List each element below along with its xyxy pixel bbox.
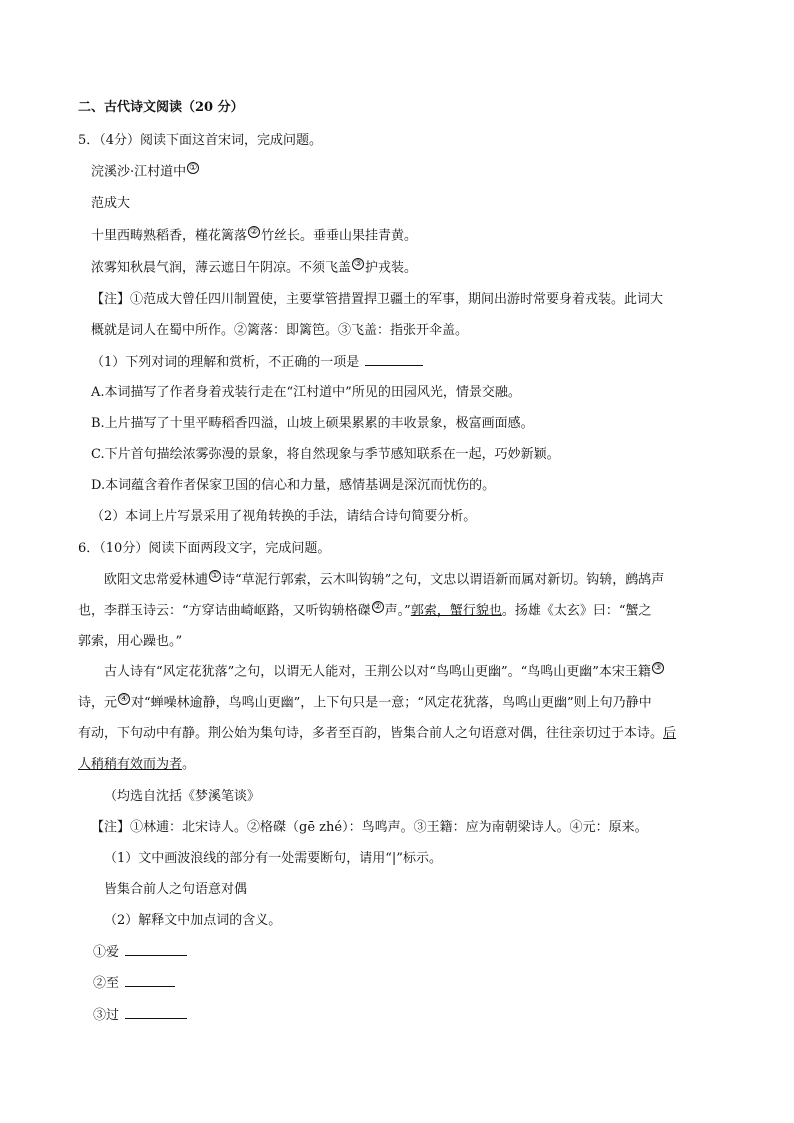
passage1-line-2: [78, 601, 651, 621]
word-label: ①爱: [93, 945, 120, 960]
passage2-line-4: [78, 755, 195, 775]
passage-text: 也，李群玉诗云：“方穿诘曲崎岖路，又听钩辀格磔: [78, 603, 371, 619]
poem-line-text: 护戎装。: [365, 260, 418, 276]
poem-line-2: [91, 258, 417, 278]
passage-text: 对“蝉噪林逾静，鸟鸣山更幽”，上下句只是一意；“风定花犹落，鸟鸣山更幽”则上句乃静中: [131, 695, 652, 711]
passage-text: 有动，下句动中有静。荆公始为集句诗，多者至百韵，皆集合前人之句语意对偶，往往亲切过于本诗。: [78, 726, 664, 741]
underlined-text: 人稍稍有效而为者: [78, 757, 183, 772]
q6-sub1: （1）文中画波浪线的部分有一处需要断句，请用“|”标示。: [104, 851, 442, 866]
passage-text: 诗“草泥行郭索，云木叫钩辀”之句，文忠以谓语新而属对新切。钩辀，鹧鸪声: [222, 572, 665, 588]
q6-sub2: （2）解释文中加点词的含义。: [104, 913, 282, 928]
note-marker: ④: [119, 694, 129, 704]
word-item-3: [93, 1006, 187, 1026]
word-label: ③过: [93, 1008, 120, 1023]
answer-blank[interactable]: [365, 353, 423, 366]
section-title: 二、古代诗文阅读（20 分）: [78, 100, 244, 115]
source-line: （均选自沈括《梦溪笔谈》: [104, 789, 261, 804]
passage-text: 欧阳文忠常爱林逋: [104, 572, 209, 588]
option-d: D.本词蕴含着作者保家卫国的信心和力量，感情基调是深沉而忧伤的。: [91, 478, 496, 493]
passage2-line-1: [104, 662, 665, 682]
poem-line-text: 竹丝长。垂垂山果挂青黄。: [261, 228, 418, 244]
poem-line-1: [91, 226, 417, 246]
note-marker: ②: [373, 602, 382, 612]
word-item-2: [93, 974, 175, 994]
q5-note-line-2: 概就是词人在蜀中所作。②篱落：即篱笆。③飞盖：指张开伞盖。: [91, 323, 469, 338]
passage-text: 。扬雄《太玄》曰：“蟹之: [501, 603, 652, 619]
note-marker: ③: [653, 663, 662, 673]
poem-line-text: 十里西畴熟稻香，槿花篱落: [91, 228, 248, 244]
q5-note-line-1: 【注】①范成大曾任四川制置使，主要掌管措置捍卫疆土的军事，期间出游时常要身着戎装。此词大: [91, 292, 664, 307]
q5-sub1-text: （1）下列对词的理解和赏析，不正确的一项是: [91, 355, 360, 370]
passage2-line-3: [78, 724, 676, 744]
underlined-text: 后: [663, 726, 677, 741]
note-marker: ③: [353, 259, 363, 269]
passage2-line-2: [78, 693, 652, 713]
passage-text: 诗，元: [78, 695, 118, 711]
answer-blank[interactable]: [125, 943, 187, 956]
option-a: A.本词描写了作者身着戎装行走在“江村道中”所见的田园风光，情景交融。: [91, 385, 521, 400]
q5-sub2: （2）本词上片写景采用了视角转换的手法，请结合诗句简要分析。: [91, 509, 477, 524]
note-marker: ②: [249, 227, 259, 237]
poem-title: [91, 162, 200, 182]
note-marker: ①: [210, 571, 220, 581]
word-item-1: [93, 943, 187, 963]
poem-line-text: 浓雾知秋晨气润，薄云遮日午阴凉。不须飞盖: [91, 260, 352, 276]
passage-text: 。: [182, 757, 196, 772]
answer-blank[interactable]: [125, 1006, 187, 1019]
q6-sub1-text: 皆集合前人之句语意对偶: [104, 882, 248, 897]
q5-sub1: [91, 353, 423, 373]
q6-note: 【注】①林逋：北宋诗人。②格磔（gē zhé）：鸟鸣声。③王籍：应为南朝梁诗人。④元：原来。: [91, 820, 648, 835]
passage1-line-1: [104, 570, 664, 590]
passage1-line-3: 郭索，用心躁也。”: [78, 634, 183, 649]
option-c: C.下片首句描绘浓雾弥漫的景象，将自然现象与季节感知联系在一起，巧妙新颖。: [91, 447, 560, 462]
option-b: B.上片描写了十里平畴稻香四溢，山坡上硕果累累的丰收景象，极富画面感。: [91, 416, 534, 431]
q5-stem: 5．（4分）阅读下面这首宋词，完成问题。: [78, 133, 323, 148]
poem-author: 范成大: [91, 196, 131, 211]
passage-text: 声。”: [384, 603, 411, 619]
passage-text: 古人诗有“风定花犹落”之句，以谓无人能对，王荆公以对“鸟鸣山更幽”。“鸟鸣山更幽”本宋王籍: [104, 664, 651, 680]
q6-stem: 6．（10分）阅读下面两段文字，完成问题。: [78, 541, 331, 556]
word-label: ②至: [93, 976, 120, 991]
underlined-text: 郭索，蟹行貌也: [410, 603, 502, 619]
answer-blank[interactable]: [125, 974, 175, 987]
poem-title-text: 浣溪沙·江村道中: [91, 164, 187, 180]
note-marker: ①: [189, 163, 198, 173]
